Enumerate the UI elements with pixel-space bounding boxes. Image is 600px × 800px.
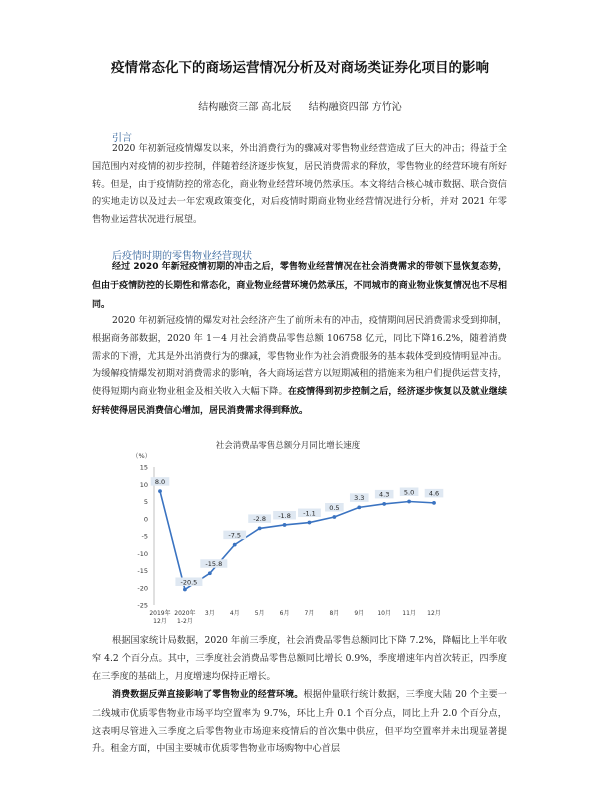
chart-y-tick-label: 15 bbox=[139, 463, 148, 472]
chart-y-tick-label: 0 bbox=[143, 515, 148, 524]
vacancy-lead-bold: 消费数据反弹直接影响了零售物业的经营环境。 bbox=[112, 690, 304, 700]
status-lead-bold: 经过 2020 年新冠疫情初期的冲击之后，零售物业经营情况在社会消费需求的带领下显恢复态势，但由于疫情防控的长期性和常态化，商业物业经营环境仍然承压，不同城市的商业物业恢复情况也不尽相同。 bbox=[92, 262, 507, 310]
status-lead-paragraph bbox=[92, 258, 507, 314]
chart-y-unit: （%） bbox=[132, 452, 152, 460]
chart-data-label: 5.0 bbox=[403, 488, 415, 497]
chart-data-label: -1.8 bbox=[278, 511, 291, 520]
chart-point bbox=[258, 527, 262, 531]
chart-x-tick-label-line2: 1-2月 bbox=[177, 618, 193, 625]
document-title: 疫情常态化下的商场运营情况分析及对商场类证券化项目的影响 bbox=[111, 60, 489, 76]
vacancy-paragraph-text: 根据仲量联行统计数据，三季度大陆 20 个主要一二线城市优质零售物业市场平均空置率为 9.7%，环比上升 0.1 个百分点，同比上升 2.0 个百分点，这表明尽管进入三季度之后零售物业市场迎来疫情后的首次集中供应，但平均空置率并未出现显著提升。租金方面，中国主要城市优质零售物业市场购物中心首层 bbox=[92, 689, 507, 755]
chart-point bbox=[233, 543, 237, 547]
chart-x-tick-label: 10月 bbox=[377, 610, 392, 617]
section-heading-intro: 引言 bbox=[112, 133, 132, 144]
chart-x-tick-label: 11月 bbox=[402, 610, 416, 617]
chart-point bbox=[382, 502, 386, 506]
chart-x-tick-label: 7月 bbox=[304, 610, 315, 617]
chart-y-tick-label: -20 bbox=[137, 584, 148, 593]
chart-y-tick-label: -15 bbox=[137, 567, 148, 575]
status-paragraph-bold: 在疫情得到初步控制之后，经济逐步恢复以及就业继续好转使得居民消费信心增加，居民消费需求得到释放。 bbox=[92, 387, 507, 416]
chart-x-tick-label: 12月 bbox=[427, 610, 441, 617]
chart-data-label: -7.5 bbox=[228, 531, 242, 540]
chart-y-tick-label: 10 bbox=[139, 480, 148, 489]
chart-data-label: 8.0 bbox=[154, 477, 166, 486]
chart-data-label: 4.6 bbox=[428, 489, 440, 498]
chart-x-tick-label: 2019年 bbox=[149, 610, 171, 617]
author-1: 结构融资三部 高北辰 bbox=[198, 102, 292, 113]
chart-data-label: -2.8 bbox=[253, 515, 266, 524]
chart-x-tick-label: 5月 bbox=[254, 610, 265, 617]
chart-x-tick-label: 4月 bbox=[229, 610, 240, 617]
chart-title: 社会消费品零售总额分月同比增长速度 bbox=[215, 441, 361, 451]
chart-point bbox=[308, 521, 312, 525]
chart-x-tick-label-line2: 12月 bbox=[153, 618, 167, 625]
chart-point bbox=[183, 588, 187, 592]
chart-series-line bbox=[160, 491, 434, 589]
chart-data-label: -20.5 bbox=[180, 578, 198, 587]
chart-y-tick-label: -25 bbox=[137, 601, 148, 610]
vacancy-paragraph bbox=[92, 686, 507, 758]
retail-sales-growth-chart bbox=[118, 436, 448, 626]
chart-data-label: -1.1 bbox=[303, 509, 316, 518]
chart-point bbox=[158, 489, 162, 493]
chart-point bbox=[432, 501, 436, 505]
chart-x-tick-label: 3月 bbox=[204, 610, 215, 617]
status-paragraph-text: 2020 年初新冠疫情的爆发对社会经济产生了前所未有的冲击，疫情期间居民消费需求受到抑制，根据商务部数据，2020 年 1－4 月社会消费品零售总额 106758 亿元，同比下降16.2%，随着消费需求的下滑，尤其是外出消费行为的骤减，零售物业作为社会消费服务的基本载体受到疫情明显冲击。为缓解疫情爆发初期对消费需求的影响，各大商场运营方以短期减租的措施来为租户们提供运营支持，使得短期内商业物业租金及相关收入大幅下降。 bbox=[92, 315, 507, 398]
chart-x-tick-label: 2020年 bbox=[174, 610, 196, 617]
chart-data-label: -15.8 bbox=[205, 560, 223, 569]
author-line bbox=[0, 98, 600, 113]
chart-x-tick-label: 8月 bbox=[329, 610, 340, 617]
author-2: 结构融资四部 方竹沁 bbox=[308, 102, 402, 113]
status-paragraph bbox=[92, 312, 507, 421]
intro-paragraph: 2020 年初新冠疫情爆发以来，外出消费行为的骤减对零售物业经营造成了巨大的冲击；得益于全国范围内对疫情的初步控制，伴随着经济逐步恢复，居民消费需求的释放，零售物业的经营环境有所好转。但是，由于疫情防控的常态化，商业物业经营环境仍然承压。本文将结合核心城市数据、联合资信的实地走访以及过去一年宏观政策变化，对后疫情时期商业物业经营情况进行分析，并对 2021 年零售物业运营状况进行展望。 bbox=[92, 143, 507, 226]
chart-data-label: 0.5 bbox=[329, 503, 340, 512]
chart-point bbox=[407, 500, 411, 504]
chart-point bbox=[357, 505, 361, 509]
q3-paragraph: 根据国家统计局数据，2020 年前三季度，社会消费品零售总额同比下降 7.2%，降幅比上半年收窄 4.2 个百分点。其中，三季度社会消费品零售总额同比增长 0.9%，季度增速年内首次转正，四季度在三季度的基础上，月度增速均保持正增长。 bbox=[92, 635, 507, 682]
chart-y-tick-label: -5 bbox=[141, 532, 148, 541]
section-heading-status: 后疫情时期的零售物业经营现状 bbox=[112, 251, 252, 262]
chart-point bbox=[208, 571, 212, 575]
chart-x-tick-label: 6月 bbox=[279, 610, 290, 617]
chart-data-label: 3.3 bbox=[354, 494, 365, 503]
chart-x-tick-label: 9月 bbox=[354, 610, 365, 617]
chart-point bbox=[283, 523, 287, 527]
chart-point bbox=[332, 515, 336, 519]
chart-data-label: 4.3 bbox=[379, 490, 390, 499]
chart-y-tick-label: 5 bbox=[143, 498, 148, 506]
chart-y-tick-label: -10 bbox=[137, 549, 148, 558]
